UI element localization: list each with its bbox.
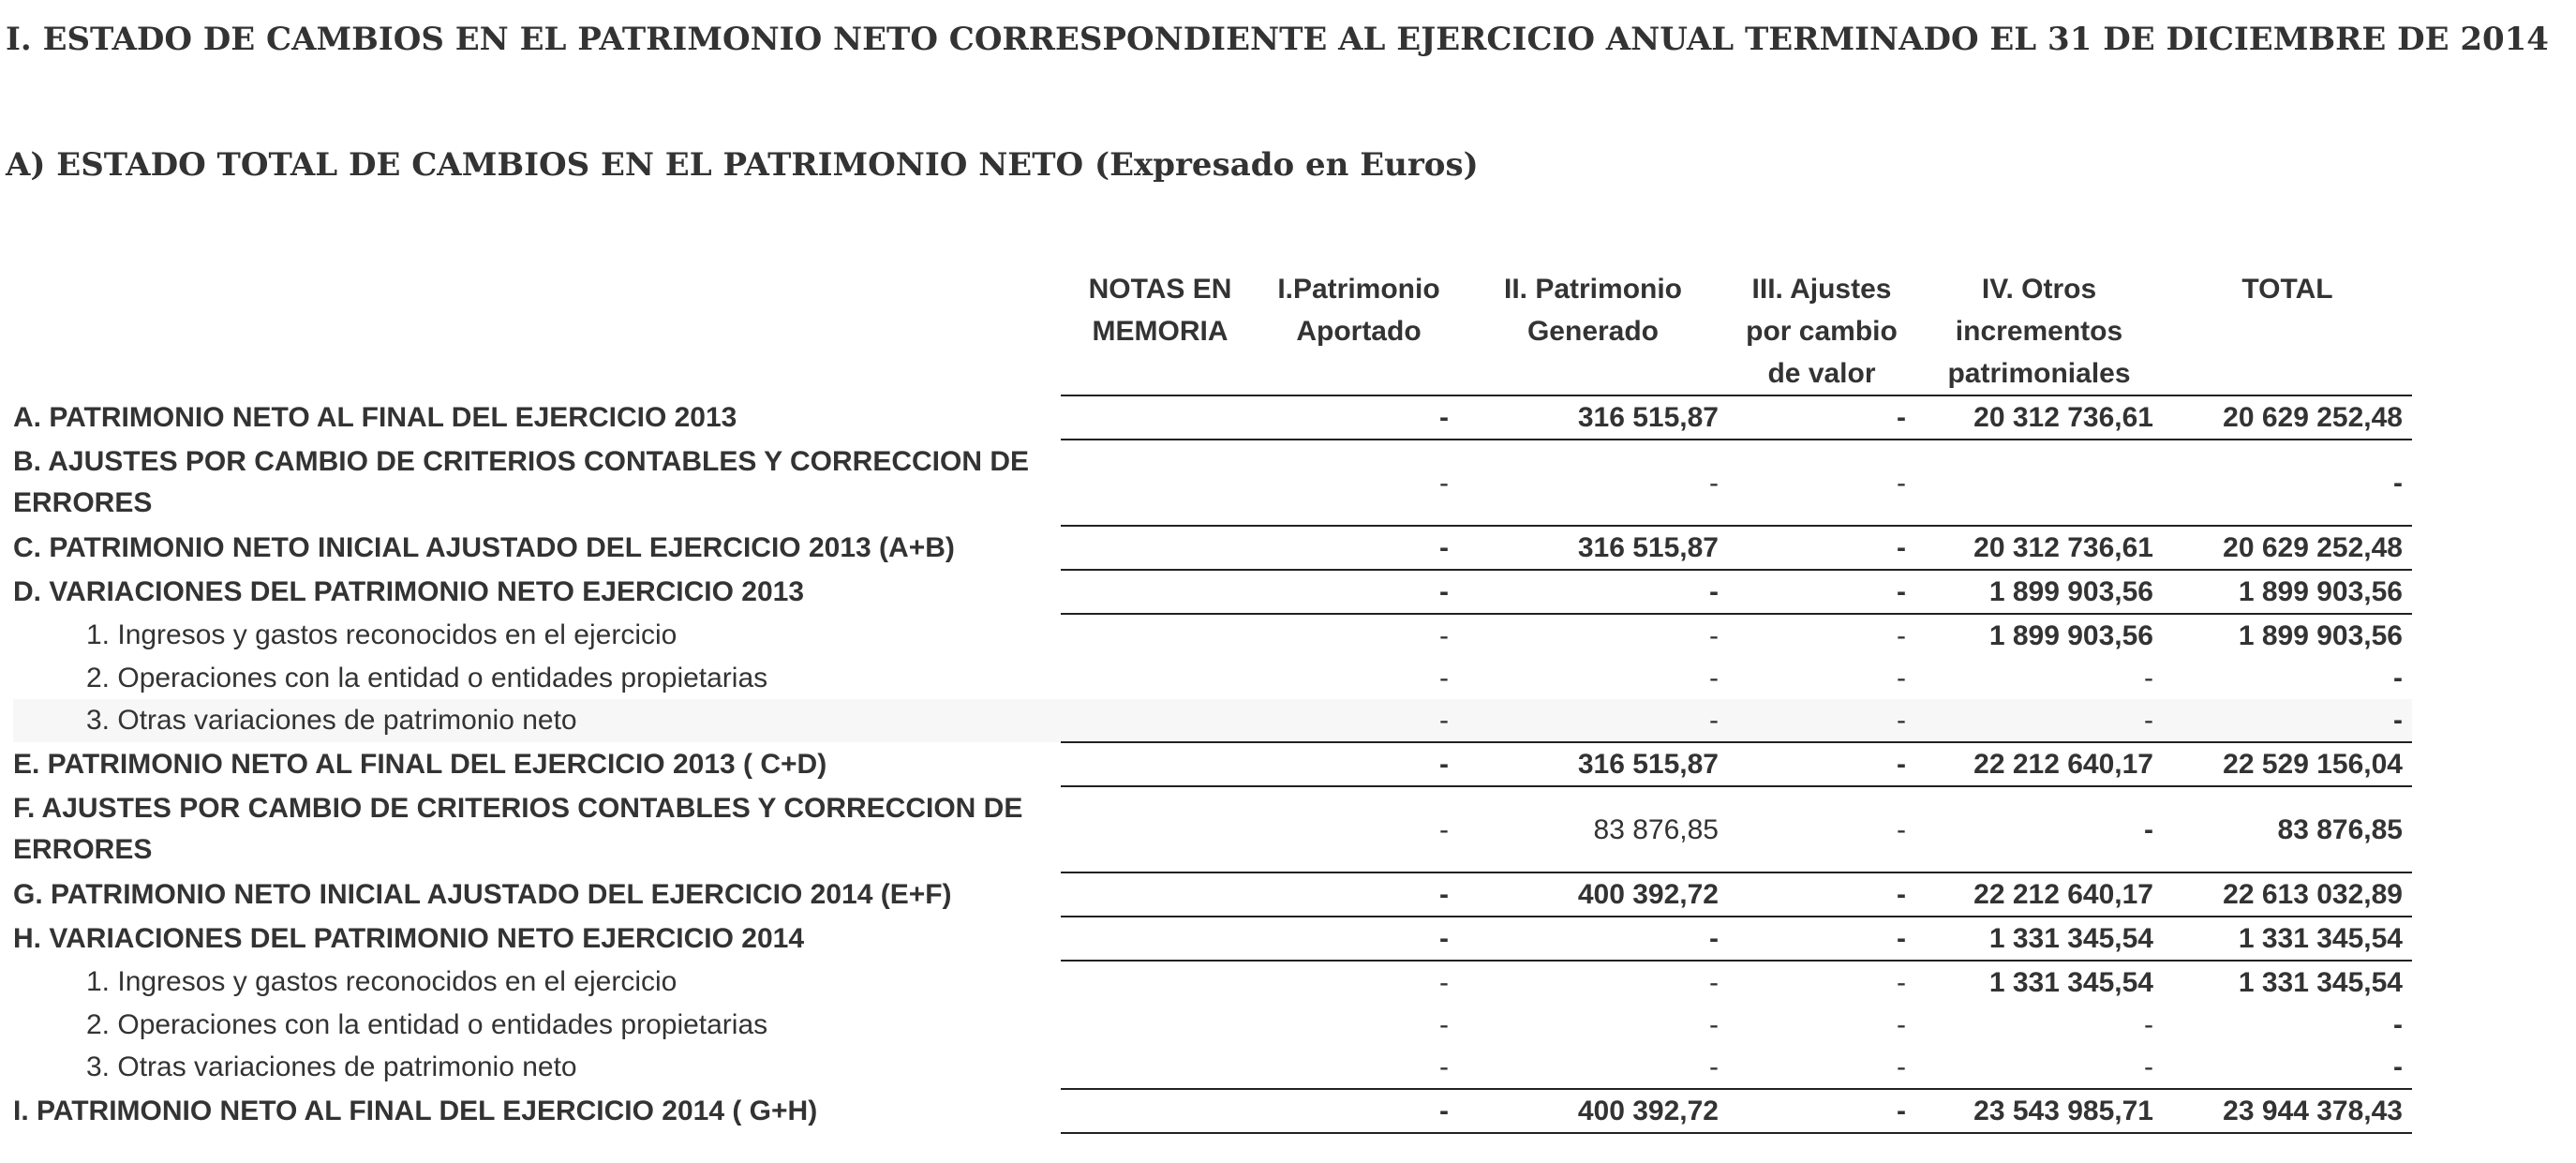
cell-otros-incrementos: - [2144,1051,2153,1082]
cell-patrimonio-aportado: - [1259,614,1458,657]
cell-total: 1 899 903,56 [2163,614,2412,657]
cell-patrimonio-generado: 316 515,87 [1577,402,1719,433]
cell-patrimonio-generado: - [1458,917,1728,961]
cell-otros-incrementos: 1 331 345,54 [1915,917,2163,961]
row-label: I. PATRIMONIO NETO AL FINAL DEL EJERCICIO 2014 ( G+H) [13,1095,818,1126]
cell-patrimonio-generado: - [1709,1051,1719,1082]
row-label: G. PATRIMONIO NETO INICIAL AJUSTADO DEL EJERCICIO 2014 (E+F) [13,878,952,910]
table-row [13,742,2412,786]
row-label: 2. Operaciones con la entidad o entidades propietarias [86,662,768,693]
cell-patrimonio-aportado: - [1259,440,1458,526]
header-notas: NOTAS EN MEMORIA [1061,268,1259,395]
cell-ajustes-cambio-valor: - [1897,402,1906,433]
row-label: C. PATRIMONIO NETO INICIAL AJUSTADO DEL EJERCICIO 2013 (A+B) [13,531,955,563]
cell-notas [1061,1089,1259,1133]
cell-patrimonio-generado: 400 392,72 [1458,872,1728,917]
cell-patrimonio-aportado: - [1259,917,1458,961]
cell-otros-incrementos: 20 312 736,61 [1973,402,2153,433]
cell-patrimonio-aportado: - [1259,699,1458,742]
cell-patrimonio-generado: - [1458,699,1728,742]
row-label: 1. Ingresos y gastos reconocidos en el ejercicio [86,966,678,997]
cell-notas [1061,699,1259,742]
patrimonio-table [13,268,2412,1134]
table-row [13,872,2412,917]
cell-total: - [2393,1009,2403,1040]
cell-patrimonio-aportado: - [1439,1009,1449,1040]
cell-notas [1061,657,1259,699]
cell-patrimonio-generado: - [1458,961,1728,1004]
cell-patrimonio-aportado: - [1439,663,1449,693]
header-concept [13,268,1061,395]
cell-notas [1061,786,1259,872]
cell-otros-incrementos: 1 899 903,56 [1915,614,2163,657]
row-label: E. PATRIMONIO NETO AL FINAL DEL EJERCICIO 2013 ( C+D) [13,748,827,780]
cell-ajustes-cambio-valor: - [1728,1089,1915,1133]
row-label: F. AJUSTES POR CAMBIO DE CRITERIOS CONTABLES Y CORRECCION DE ERRORES [13,793,1023,865]
cell-notas [1061,570,1259,614]
cell-notas [1061,614,1259,657]
cell-notas [1061,1046,1259,1089]
cell-ajustes-cambio-valor: - [1728,961,1915,1004]
cell-ajustes-cambio-valor: - [1897,1051,1906,1082]
cell-ajustes-cambio-valor: - [1728,742,1915,786]
table-row [13,1089,2412,1133]
header-otros-incrementos: IV. Otros incrementos patrimoniales [1915,268,2163,395]
cell-patrimonio-generado: - [1458,614,1728,657]
cell-otros-incrementos: 23 543 985,71 [1915,1089,2163,1133]
cell-otros-incrementos: 22 212 640,17 [1915,872,2163,917]
cell-patrimonio-aportado: - [1259,742,1458,786]
cell-notas [1061,917,1259,961]
row-label: A. PATRIMONIO NETO AL FINAL DEL EJERCICIO 2013 [13,401,737,433]
header-ajustes-cambio-valor: III. Ajustes por cambio de valor [1728,268,1915,395]
cell-notas [1061,961,1259,1004]
cell-total: 22 613 032,89 [2163,872,2412,917]
cell-patrimonio-generado: 83 876,85 [1458,786,1728,872]
cell-notas [1061,742,1259,786]
cell-total: - [2163,440,2412,526]
cell-patrimonio-aportado: - [1259,526,1458,570]
cell-total: 1 899 903,56 [2163,570,2412,614]
cell-ajustes-cambio-valor: - [1728,699,1915,742]
row-label: 3. Otras variaciones de patrimonio neto [86,1051,577,1082]
cell-total: 23 944 378,43 [2163,1089,2412,1133]
header-total: TOTAL [2163,268,2412,395]
row-label: H. VARIACIONES DEL PATRIMONIO NETO EJERCICIO 2014 [13,922,805,954]
row-label: D. VARIACIONES DEL PATRIMONIO NETO EJERCICIO 2013 [13,575,805,607]
cell-ajustes-cambio-valor: - [1728,917,1915,961]
cell-total: 20 629 252,48 [2163,526,2412,570]
cell-patrimonio-aportado: - [1259,872,1458,917]
cell-ajustes-cambio-valor: - [1728,872,1915,917]
cell-patrimonio-generado: - [1709,663,1719,693]
cell-total: - [2393,1051,2403,1082]
document-title: I. ESTADO DE CAMBIOS EN EL PATRIMONIO NETO CORRESPONDIENTE AL EJERCICIO ANUAL TERMINADO EL 31 DE DICIEMBRE DE 2014 [6,21,2549,58]
cell-patrimonio-generado: 400 392,72 [1458,1089,1728,1133]
row-label: 1. Ingresos y gastos reconocidos en el ejercicio [86,619,678,650]
table-row [13,917,2412,961]
cell-total: 83 876,85 [2163,786,2412,872]
header-patrimonio-aportado: I.Patrimonio Aportado [1259,268,1458,395]
cell-patrimonio-generado: - [1458,570,1728,614]
cell-patrimonio-aportado: - [1439,402,1449,433]
table-row [13,440,2412,526]
cell-ajustes-cambio-valor: - [1728,614,1915,657]
cell-total: 1 331 345,54 [2163,917,2412,961]
cell-total: 22 529 156,04 [2163,742,2412,786]
header-patrimonio-generado: II. Patrimonio Generado [1458,268,1728,395]
table-row [13,570,2412,614]
cell-total: - [2393,663,2403,693]
cell-patrimonio-aportado: - [1259,961,1458,1004]
table-row [13,395,2412,440]
cell-patrimonio-generado: 316 515,87 [1458,526,1728,570]
cell-notas [1061,872,1259,917]
cell-total: 1 331 345,54 [2163,961,2412,1004]
cell-patrimonio-aportado: - [1259,1089,1458,1133]
table-row [13,657,2412,699]
table-header-row [13,268,2412,395]
cell-notas [1061,526,1259,570]
cell-otros-incrementos: 1 899 903,56 [1915,570,2163,614]
table-row [13,961,2412,1004]
cell-ajustes-cambio-valor: - [1897,663,1906,693]
cell-notas [1061,440,1259,526]
cell-notas [1061,395,1259,440]
cell-total: 20 629 252,48 [2223,402,2403,433]
table-row [13,1004,2412,1046]
cell-otros-incrementos: - [1915,699,2163,742]
cell-otros-incrementos: - [2144,1009,2153,1040]
cell-otros-incrementos: - [1915,786,2163,872]
cell-otros-incrementos [1915,440,2163,526]
row-label: 2. Operaciones con la entidad o entidades propietarias [86,1008,768,1040]
table-row [13,1046,2412,1089]
table-row [13,614,2412,657]
cell-ajustes-cambio-valor: - [1897,1009,1906,1040]
section-title: A) ESTADO TOTAL DE CAMBIOS EN EL PATRIMONIO NETO (Expresado en Euros) [6,146,1479,184]
cell-ajustes-cambio-valor: - [1728,786,1915,872]
cell-notas [1061,1004,1259,1046]
cell-patrimonio-aportado: - [1259,786,1458,872]
cell-patrimonio-generado: - [1458,440,1728,526]
cell-otros-incrementos: 20 312 736,61 [1915,526,2163,570]
cell-patrimonio-aportado: - [1259,570,1458,614]
table-row [13,526,2412,570]
cell-otros-incrementos: 22 212 640,17 [1915,742,2163,786]
table-row [13,699,2412,742]
cell-otros-incrementos: - [2144,663,2153,693]
table-row [13,786,2412,872]
cell-otros-incrementos: 1 331 345,54 [1915,961,2163,1004]
row-label: 3. Otras variaciones de patrimonio neto [13,699,1061,742]
cell-ajustes-cambio-valor: - [1728,526,1915,570]
cell-ajustes-cambio-valor: - [1728,440,1915,526]
cell-patrimonio-generado: - [1709,1009,1719,1040]
cell-patrimonio-aportado: - [1439,1051,1449,1082]
cell-ajustes-cambio-valor: - [1728,570,1915,614]
cell-patrimonio-generado: 316 515,87 [1458,742,1728,786]
row-label: B. AJUSTES POR CAMBIO DE CRITERIOS CONTABLES Y CORRECCION DE ERRORES [13,446,1029,518]
cell-total: - [2163,699,2412,742]
